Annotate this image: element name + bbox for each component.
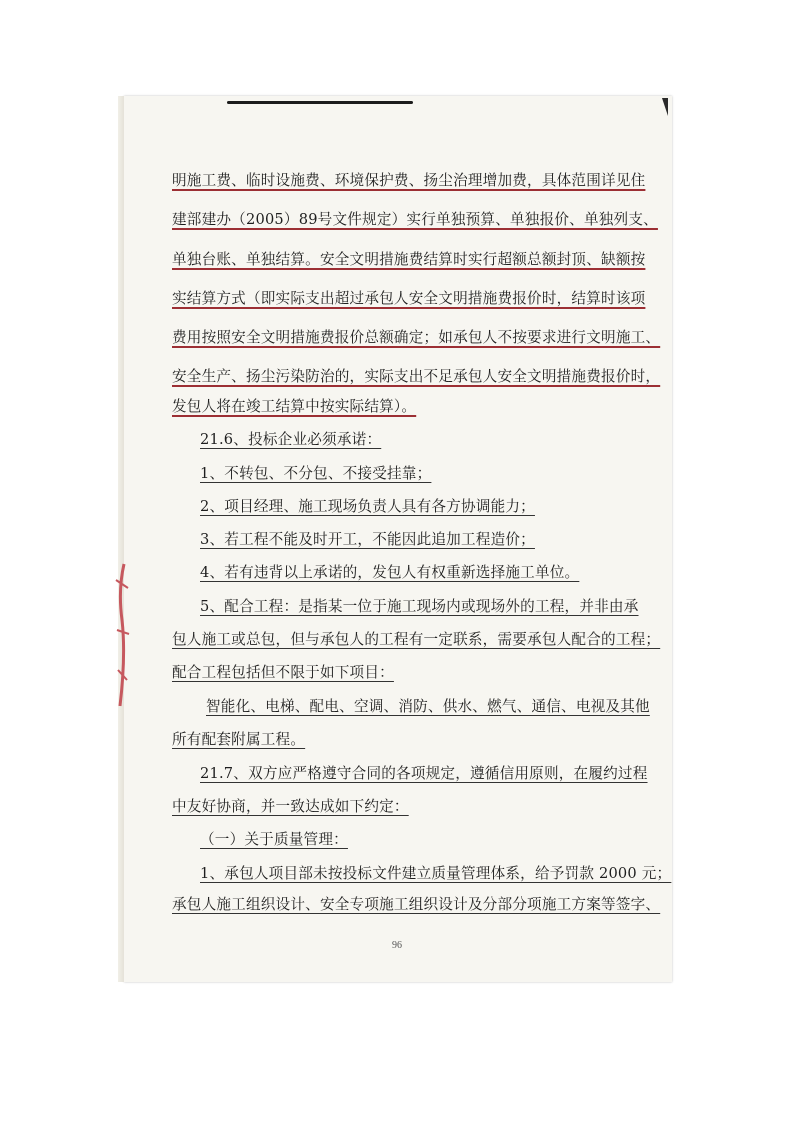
text-line: 费用按照安全文明措施费报价总额确定；如承包人不按要求进行文明施工、 <box>172 329 661 346</box>
page-number: 96 <box>392 940 402 951</box>
list-item: 3、若工程不能及时开工，不能因此追加工程造价； <box>200 531 535 548</box>
text-line: 明施工费、临时设施费、环境保护费、扬尘治理增加费，具体范围详见住 <box>172 172 646 189</box>
page-left-edge <box>118 96 124 982</box>
list-item: 1、不转包、不分包、不接受挂靠； <box>200 465 432 482</box>
corner-mark <box>662 98 668 116</box>
clause-21-7-heading: 21.7、双方应严格遵守合同的各项规定，遵循信用原则，在履约过程 <box>200 765 648 782</box>
list-item: 4、若有违背以上承诺的，发包人有权重新选择施工单位。 <box>200 564 580 581</box>
clause-21-6-heading: 21.6、投标企业必须承诺： <box>200 431 382 448</box>
text-line: 安全生产、扬尘污染防治的，实际支出不足承包人安全文明措施费报价时， <box>172 368 661 385</box>
section-heading: （一）关于质量管理： <box>200 831 348 848</box>
red-stamp-seal <box>112 560 134 710</box>
text-line: 发包人将在竣工结算中按实际结算）。 <box>172 398 417 415</box>
text-line: 智能化、电梯、配电、空调、消防、供水、燃气、通信、电视及其他 <box>206 698 650 715</box>
text-line: 单独台账、单独结算。安全文明措施费结算时实行超额总额封顶、缺额按 <box>172 251 646 268</box>
text-line: 建部建办（2005）89号文件规定）实行单独预算、单独报价、单独列支、 <box>172 211 658 228</box>
top-rule-line <box>227 101 413 104</box>
text-line: 承包人施工组织设计、安全专项施工组织设计及分部分项施工方案等签字、 <box>172 896 661 913</box>
text-line: 所有配套附属工程。 <box>172 731 306 748</box>
list-item: 5、配合工程：是指某一位于施工现场内或现场外的工程，并非由承 <box>200 598 639 615</box>
text-line: 配合工程包括但不限于如下项目： <box>172 664 394 681</box>
text-line: 包人施工或总包，但与承包人的工程有一定联系，需要承包人配合的工程； <box>172 631 661 648</box>
text-line: 1、承包人项目部未按投标文件建立质量管理体系，给予罚款 2000 元； <box>200 865 672 882</box>
list-item: 2、项目经理、施工现场负责人具有各方协调能力； <box>200 498 535 515</box>
text-line: 中友好协商，并一致达成如下约定： <box>172 798 409 815</box>
text-line: 实结算方式（即实际支出超过承包人安全文明措施费报价时，结算时该项 <box>172 290 646 307</box>
